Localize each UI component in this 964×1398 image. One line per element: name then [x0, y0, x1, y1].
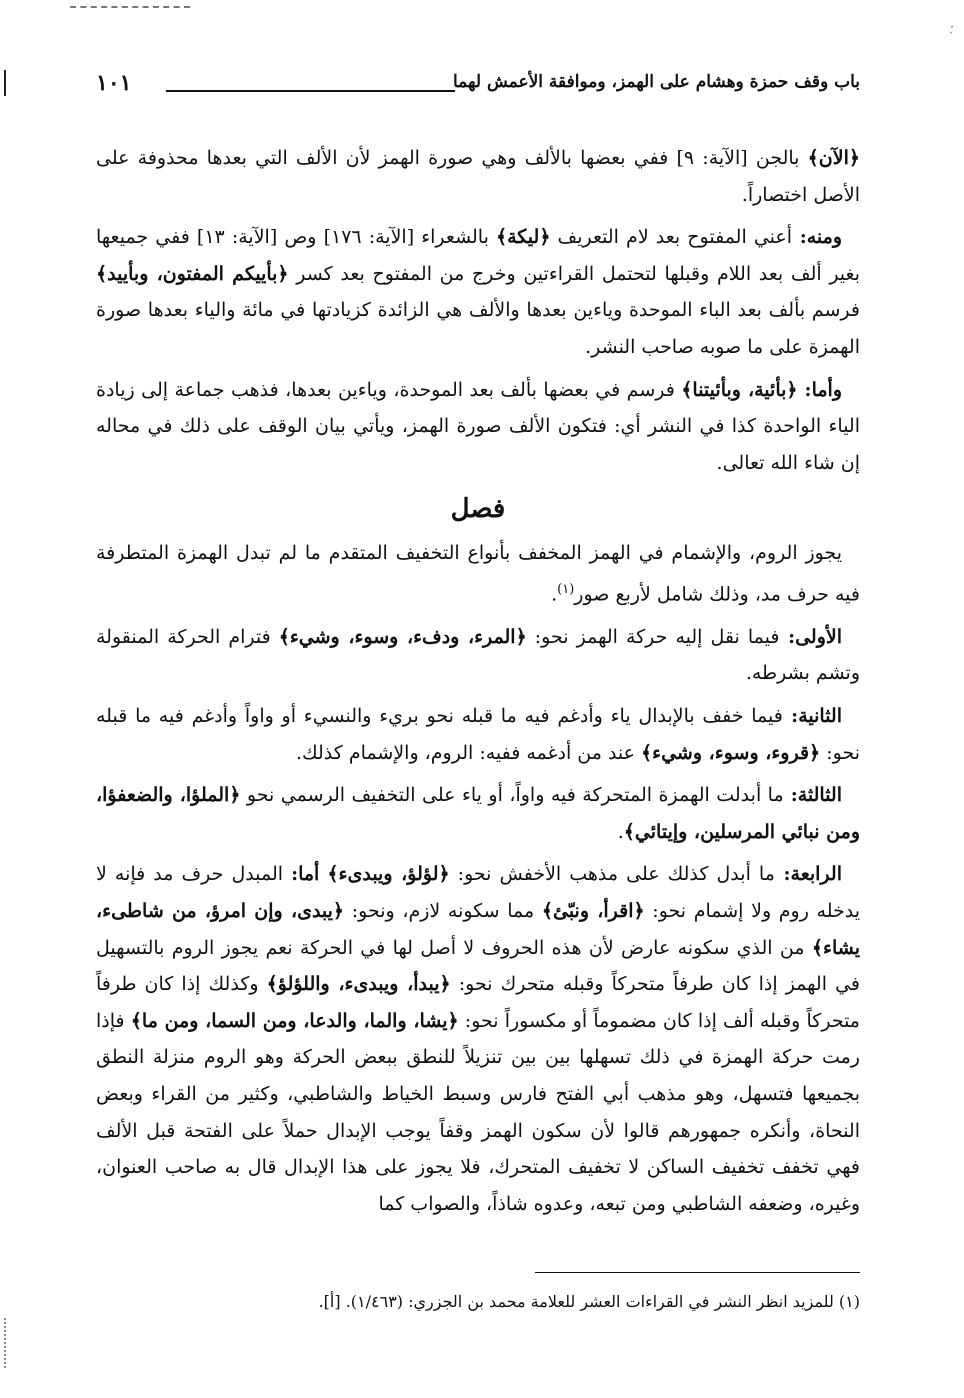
header-rule — [166, 90, 455, 92]
text-run: عند من أدغمه ففيه: الروم، والإشمام كذلك. — [295, 741, 642, 764]
paragraph-lead: الأولى: — [779, 625, 842, 648]
quran-quote: أما: — [291, 863, 320, 886]
running-header — [96, 70, 860, 104]
scan-edge-mark — [70, 6, 190, 8]
text-run: فيما خفف بالإبدال ياء وأدغم فيه ما قبله نحو بريء والنسيء أو واواً وأدغم فيه ما قبله نحو: — [96, 705, 860, 764]
text-run: ما أبدلت الهمزة المتحركة فيه واواً، أو ياء على التخفيف الرسمي نحو — [240, 784, 784, 807]
paragraph — [96, 140, 860, 213]
quran-quote: ﴿يبدى، وإن امرؤ، من شاطىء، يشاء﴾ — [96, 900, 860, 959]
section-heading: فصل — [450, 494, 506, 525]
paragraph — [96, 777, 860, 850]
text-run: المبدل حرف مد فإنه لا يدخله روم ولا إشمام نحو: — [96, 863, 861, 923]
quran-quote: ﴿اقرأ، ونبّئ﴾ — [541, 900, 645, 923]
quran-quote: ﴿بأييكم المفتون، وبأييد﴾ — [96, 262, 289, 285]
quran-quote: ﴿يبدأ، ويبدىء، واللؤلؤ﴾ — [266, 973, 451, 996]
paragraph — [96, 698, 860, 771]
text-run: فترام الحركة المنقولة وتشم بشرطه. — [96, 625, 860, 685]
quran-quote: ﴿المرء، ودفء، وسوء، وشيء﴾ — [278, 625, 527, 648]
paragraph-lead: الرابعة: — [774, 863, 842, 886]
text-run: من الذي سكونه عارض لأن هذه الحروف لا أصل لها في الحركة نعم يجوز الروم بالتسهيل في الهمز إذا كان طرفاً متحركاً وقبله متحرك نحو: — [96, 936, 861, 996]
quran-quote: ﴿يشا، والما، والدعا، ومن السما، ومن ما﴾ — [130, 1009, 459, 1032]
text-run: فرسم بألف بعد الباء الموحدة وياءين بعدها والألف هي الزائدة كزيادتها في مائة والياء بعدها صورة الهمزة على ما صوبه صاحب النشر. — [96, 299, 860, 358]
text-run: مما سكونه لازم، ونحو: — [344, 900, 542, 923]
paragraph-lead: ومنه: — [792, 226, 842, 249]
paragraph — [96, 619, 860, 692]
footnote: (١) للمزيد انظر النشر في القراءات العشر للعلامة محمد بن الجزري: (١/٤٦٣). [أ]. — [318, 1292, 860, 1311]
text-run: بالشعراء [الآية: ١٧٦] وص [الآية: ١٣] ففي جميعها بغير ألف بعد اللام وقبلها لتحتمل القراءتين وخرج من المفتوح بعد كسر — [96, 226, 860, 285]
paragraph — [96, 219, 860, 365]
margin-tick-mark — [4, 70, 6, 96]
quran-quote: ﴿قروء، وسوء، وشيء﴾ — [641, 741, 821, 764]
page-number: ١٠١ — [96, 70, 132, 96]
text-run: فيما نقل إليه حركة الهمز نحو: — [526, 625, 780, 648]
scan-corner-mark: ·̣ — [950, 20, 954, 34]
text-run: بالجن [الآية: ٩] ففي بعضها بالألف وهي صورة الهمز لأن الألف التي بعدها محذوفة على الأصل اختصاراً. — [96, 147, 860, 206]
text-run: . — [617, 820, 624, 843]
paragraph-lead: الثانية: — [782, 705, 842, 728]
running-header-title: باب وقف حمزة وهشام على الهمز، وموافقة الأعمش لهما — [453, 72, 860, 92]
paragraph — [96, 535, 860, 613]
paragraph — [96, 372, 860, 482]
quran-quote: ﴿لؤلؤ، ويبدىء﴾ — [327, 863, 450, 886]
footnote-ref: (١) — [557, 581, 575, 597]
footnote-rule — [535, 1272, 860, 1273]
text-run: فإذا رمت حركة الهمزة في ذلك تسهلها بين بين تنزيلاً للنطق ببعض الحركة وهو الروم منزلة النطق بجميعها فتسهل، وهو مذهب أبي الفتح فارس وسبط الخياط والشاطبي، وكثير من القراء وبعض النحاة، وأنكره جمهورهم قالوا لأن سكون الهمز وقفاً يوجب الإبدال حملاً على الفتحة قبل الألف فهي تخفف تخفيف الساكن لا تخفيف المتحرك، فلا يجوز على هذا الإبدال قال به صاحب العنوان، وغيره، وضعفه الشاطبي ومن تبعه، وعدوه شاذاً، والصواب كما — [96, 1009, 860, 1215]
text-run: أعني المفتوح بعد لام التعريف — [550, 226, 793, 249]
quran-quote: ﴿الآن﴾ — [807, 147, 860, 169]
text-run: . — [551, 583, 558, 606]
main-text — [96, 140, 860, 1228]
quran-quote: ﴿الملؤا، والضعفؤا، ومن نبائي المرسلين، وإيتائي﴾ — [96, 784, 860, 843]
text-run: ما أبدل كذلك على مذهب الأخفش نحو: — [449, 863, 775, 886]
quran-quote: ﴿بأئية، وبأئيتنا﴾ — [681, 378, 798, 401]
text-run: يجوز الروم، والإشمام في الهمز المخفف بأنواع التخفيف المتقدم ما لم تبدل الهمزة المتطرفة فيه حرف مد، وذلك شامل لأربع صور — [96, 542, 860, 606]
text-run: وكذلك إذا كان طرفاً متحركاً وقبله ألف إذا كان مضموماً أو مكسوراً نحو: — [96, 973, 860, 1032]
paragraph-lead: الثالثة: — [783, 784, 843, 807]
paragraph — [96, 856, 860, 1222]
quran-quote: ﴿ليكة﴾ — [495, 226, 551, 249]
text-run: فرسم في بعضها بألف بعد الموحدة، وياءين بعدها، فذهب جماعة إلى زيادة الياء الواحدة كذا في النشر أي: فتكون الألف صورة الهمز، ويأتي بيان الوقف على ذلك في محاله إن شاء الله تعالى. — [96, 378, 860, 474]
scan-edge-dots — [4, 1318, 8, 1368]
paragraph-lead: وأما: — [797, 378, 842, 401]
